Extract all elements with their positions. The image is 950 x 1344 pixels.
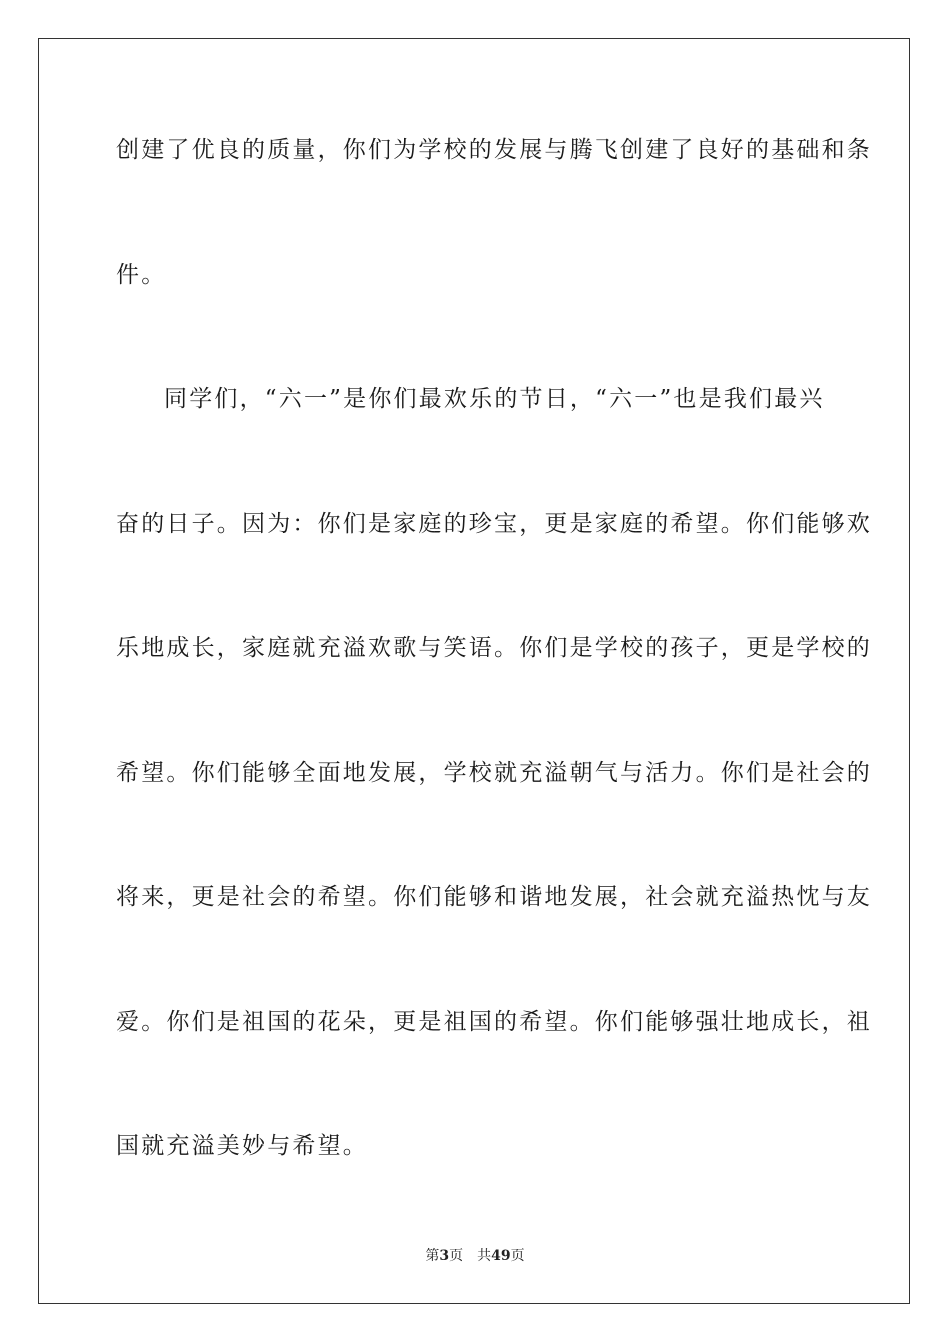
page-label-prefix: 第 [425,1248,440,1264]
paragraph-line: 将来，更是社会的希望。你们能够和谐地发展，社会就充溢热忱与友 [116,884,872,910]
page-label-suffix: 页 [449,1248,464,1264]
paragraph-line: 奋的日子。因为：你们是家庭的珍宝，更是家庭的希望。你们能够欢 [116,511,872,537]
total-label-prefix: 共 [477,1248,492,1264]
paragraph-line: 乐地成长，家庭就充溢欢歌与笑语。你们是学校的孩子，更是学校的 [116,635,872,661]
paragraph-line: 爱。你们是祖国的花朵，更是祖国的希望。你们能够强壮地成长，祖 [116,1009,872,1035]
total-label-suffix: 页 [510,1248,525,1264]
paragraph-line: 国就充溢美妙与希望。 [116,1133,368,1159]
paragraph-line: 创建了优良的质量，你们为学校的发展与腾飞创建了良好的基础和条 [116,137,872,163]
total-pages: 49 [491,1248,511,1264]
page-border [38,38,910,1304]
page-number: 3 [439,1248,450,1264]
paragraph-line: 同学们，“六一”是你们最欢乐的节日，“六一”也是我们最兴 [164,386,825,412]
page-footer [0,1247,950,1265]
paragraph-line: 希望。你们能够全面地发展，学校就充溢朝气与活力。你们是社会的 [116,760,872,786]
paragraph-line: 件。 [116,262,167,288]
